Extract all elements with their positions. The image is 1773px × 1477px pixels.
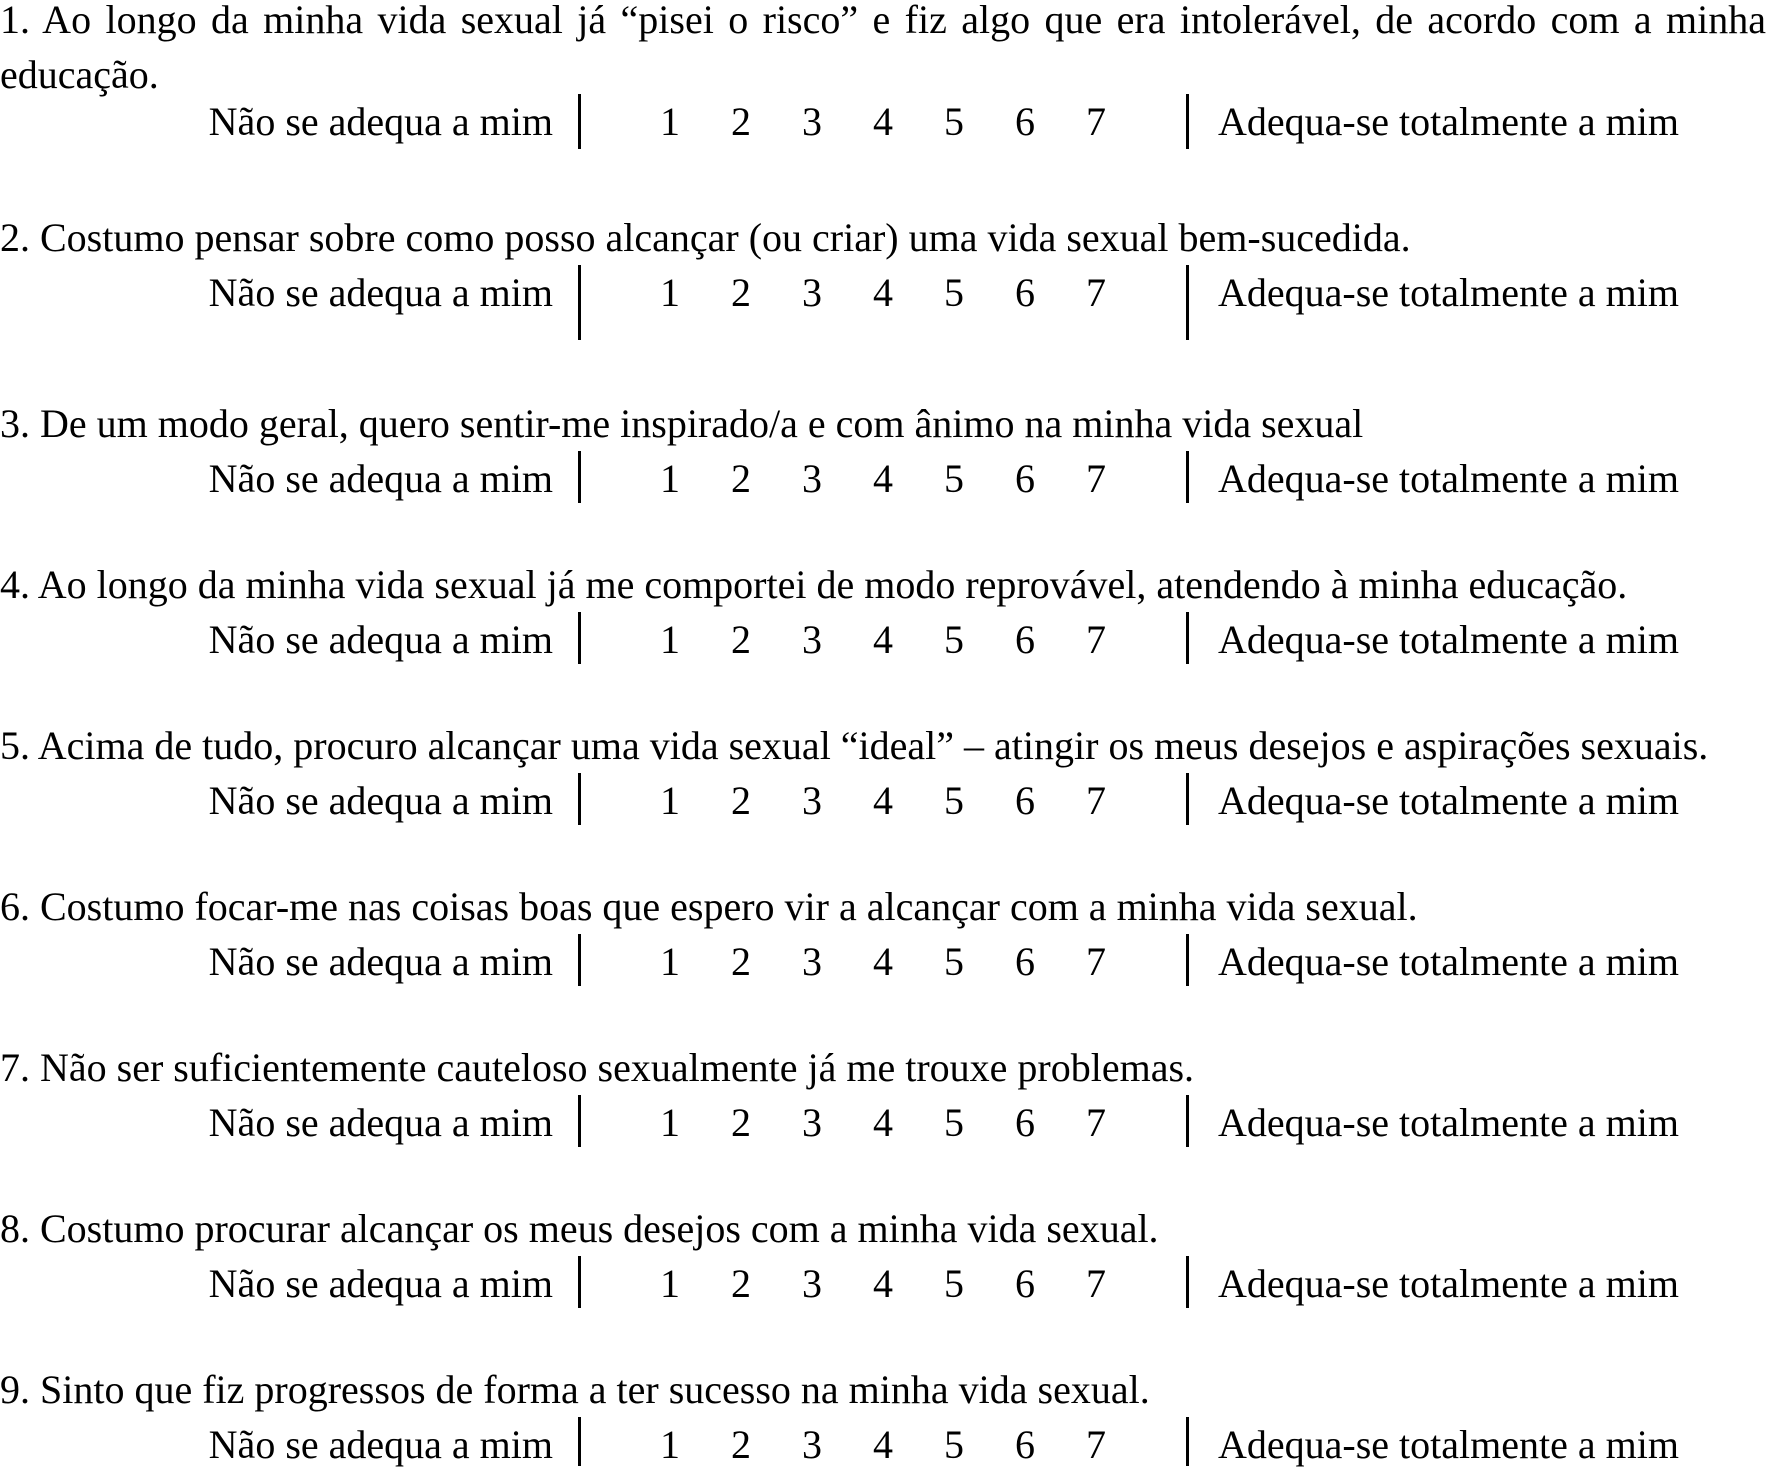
scale-option-1[interactable]: 1 bbox=[660, 1422, 680, 1467]
scale-left-label: Não se adequa a mim bbox=[208, 99, 553, 144]
scale-option-7[interactable]: 7 bbox=[1086, 778, 1106, 823]
scale-option-4[interactable]: 4 bbox=[873, 939, 893, 984]
scale-option-1[interactable]: 1 bbox=[660, 456, 680, 501]
scale-option-4[interactable]: 4 bbox=[873, 270, 893, 315]
question-text: 9. Sinto que fiz progressos de forma a ter sucesso na minha vida sexual. bbox=[0, 1367, 1150, 1412]
scale-option-6[interactable]: 6 bbox=[1015, 939, 1035, 984]
question-item-4 bbox=[0, 557, 1773, 677]
scale-divider bbox=[578, 934, 581, 986]
scale-right-label: Adequa-se totalmente a mim bbox=[1218, 939, 1679, 984]
scale-left-label: Não se adequa a mim bbox=[208, 456, 553, 501]
scale-option-2[interactable]: 2 bbox=[731, 99, 751, 144]
scale-option-3[interactable]: 3 bbox=[802, 270, 822, 315]
scale-option-7[interactable]: 7 bbox=[1086, 1261, 1106, 1306]
scale-right-label: Adequa-se totalmente a mim bbox=[1218, 99, 1679, 144]
scale-option-1[interactable]: 1 bbox=[660, 270, 680, 315]
scale-left-label: Não se adequa a mim bbox=[208, 1100, 553, 1145]
scale-left-label: Não se adequa a mim bbox=[208, 778, 553, 823]
scale-option-5[interactable]: 5 bbox=[944, 1100, 964, 1145]
scale-divider bbox=[1186, 773, 1189, 825]
scale-option-5[interactable]: 5 bbox=[944, 1261, 964, 1306]
scale-option-4[interactable]: 4 bbox=[873, 617, 893, 662]
likert-scale bbox=[0, 612, 1773, 672]
scale-option-2[interactable]: 2 bbox=[731, 778, 751, 823]
scale-option-3[interactable]: 3 bbox=[802, 1100, 822, 1145]
scale-divider bbox=[578, 773, 581, 825]
scale-option-3[interactable]: 3 bbox=[802, 456, 822, 501]
scale-option-6[interactable]: 6 bbox=[1015, 617, 1035, 662]
likert-scale bbox=[0, 1095, 1773, 1155]
scale-option-3[interactable]: 3 bbox=[802, 939, 822, 984]
scale-option-7[interactable]: 7 bbox=[1086, 456, 1106, 501]
scale-right-label: Adequa-se totalmente a mim bbox=[1218, 778, 1679, 823]
question-text: 2. Costumo pensar sobre como posso alcançar (ou criar) uma vida sexual bem-sucedida. bbox=[0, 215, 1411, 260]
scale-divider bbox=[578, 94, 581, 149]
scale-option-4[interactable]: 4 bbox=[873, 456, 893, 501]
scale-left-label: Não se adequa a mim bbox=[208, 270, 553, 315]
question-item-3 bbox=[0, 396, 1773, 516]
scale-option-3[interactable]: 3 bbox=[802, 778, 822, 823]
scale-option-2[interactable]: 2 bbox=[731, 939, 751, 984]
question-text: 3. De um modo geral, quero sentir-me inspirado/a e com ânimo na minha vida sexual bbox=[0, 401, 1364, 446]
scale-option-4[interactable]: 4 bbox=[873, 1100, 893, 1145]
scale-divider bbox=[578, 451, 581, 503]
scale-option-6[interactable]: 6 bbox=[1015, 99, 1035, 144]
question-text: 8. Costumo procurar alcançar os meus desejos com a minha vida sexual. bbox=[0, 1206, 1159, 1251]
scale-option-6[interactable]: 6 bbox=[1015, 778, 1035, 823]
scale-option-4[interactable]: 4 bbox=[873, 1422, 893, 1467]
scale-option-1[interactable]: 1 bbox=[660, 617, 680, 662]
question-text: 4. Ao longo da minha vida sexual já me comportei de modo reprovável, atendendo à minha educação. bbox=[0, 562, 1628, 607]
scale-option-2[interactable]: 2 bbox=[731, 1261, 751, 1306]
likert-scale bbox=[0, 773, 1773, 833]
scale-divider bbox=[578, 1095, 581, 1147]
scale-option-1[interactable]: 1 bbox=[660, 1100, 680, 1145]
likert-scale bbox=[0, 451, 1773, 511]
scale-option-7[interactable]: 7 bbox=[1086, 1100, 1106, 1145]
scale-right-label: Adequa-se totalmente a mim bbox=[1218, 270, 1679, 315]
scale-option-6[interactable]: 6 bbox=[1015, 270, 1035, 315]
likert-scale bbox=[0, 1256, 1773, 1316]
scale-divider bbox=[578, 265, 581, 340]
scale-option-5[interactable]: 5 bbox=[944, 270, 964, 315]
scale-right-label: Adequa-se totalmente a mim bbox=[1218, 617, 1679, 662]
scale-option-6[interactable]: 6 bbox=[1015, 1261, 1035, 1306]
scale-right-label: Adequa-se totalmente a mim bbox=[1218, 1100, 1679, 1145]
scale-option-5[interactable]: 5 bbox=[944, 939, 964, 984]
scale-right-label: Adequa-se totalmente a mim bbox=[1218, 1261, 1679, 1306]
scale-divider bbox=[578, 1417, 581, 1466]
question-item-6 bbox=[0, 879, 1773, 999]
scale-divider bbox=[1186, 451, 1189, 503]
scale-option-6[interactable]: 6 bbox=[1015, 1422, 1035, 1467]
scale-divider bbox=[1186, 1256, 1189, 1308]
scale-divider bbox=[1186, 934, 1189, 986]
scale-option-5[interactable]: 5 bbox=[944, 1422, 964, 1467]
scale-option-4[interactable]: 4 bbox=[873, 99, 893, 144]
scale-option-7[interactable]: 7 bbox=[1086, 939, 1106, 984]
scale-option-1[interactable]: 1 bbox=[660, 778, 680, 823]
scale-option-5[interactable]: 5 bbox=[944, 617, 964, 662]
scale-option-2[interactable]: 2 bbox=[731, 1422, 751, 1467]
scale-divider bbox=[1186, 612, 1189, 664]
question-text: 6. Costumo focar-me nas coisas boas que espero vir a alcançar com a minha vida sexual. bbox=[0, 884, 1418, 929]
scale-option-5[interactable]: 5 bbox=[944, 778, 964, 823]
scale-divider bbox=[1186, 94, 1189, 149]
scale-option-1[interactable]: 1 bbox=[660, 939, 680, 984]
scale-option-5[interactable]: 5 bbox=[944, 456, 964, 501]
scale-divider bbox=[1186, 265, 1189, 340]
scale-option-3[interactable]: 3 bbox=[802, 1261, 822, 1306]
likert-scale bbox=[0, 934, 1773, 994]
scale-option-3[interactable]: 3 bbox=[802, 1422, 822, 1467]
scale-left-label: Não se adequa a mim bbox=[208, 617, 553, 662]
question-item-2 bbox=[0, 210, 1773, 350]
scale-option-1[interactable]: 1 bbox=[660, 1261, 680, 1306]
scale-option-7[interactable]: 7 bbox=[1086, 270, 1106, 315]
scale-option-4[interactable]: 4 bbox=[873, 778, 893, 823]
scale-option-2[interactable]: 2 bbox=[731, 617, 751, 662]
scale-option-5[interactable]: 5 bbox=[944, 99, 964, 144]
likert-scale bbox=[0, 1417, 1773, 1477]
scale-option-7[interactable]: 7 bbox=[1086, 1422, 1106, 1467]
scale-divider bbox=[1186, 1417, 1189, 1466]
scale-option-3[interactable]: 3 bbox=[802, 99, 822, 144]
scale-option-6[interactable]: 6 bbox=[1015, 1100, 1035, 1145]
question-item-8 bbox=[0, 1201, 1773, 1321]
scale-option-3[interactable]: 3 bbox=[802, 617, 822, 662]
scale-left-label: Não se adequa a mim bbox=[208, 939, 553, 984]
scale-divider bbox=[578, 1256, 581, 1308]
question-item-1 bbox=[0, 0, 1773, 162]
likert-scale bbox=[0, 265, 1773, 325]
scale-option-7[interactable]: 7 bbox=[1086, 617, 1106, 662]
scale-left-label: Não se adequa a mim bbox=[208, 1422, 553, 1467]
scale-option-2[interactable]: 2 bbox=[731, 1100, 751, 1145]
scale-right-label: Adequa-se totalmente a mim bbox=[1218, 456, 1679, 501]
question-item-9 bbox=[0, 1362, 1773, 1466]
question-text: 5. Acima de tudo, procuro alcançar uma vida sexual “ideal” – atingir os meus desejos e aspirações sexuais. bbox=[0, 723, 1709, 768]
scale-option-1[interactable]: 1 bbox=[660, 99, 680, 144]
question-item-5 bbox=[0, 718, 1773, 838]
scale-left-label: Não se adequa a mim bbox=[208, 1261, 553, 1306]
scale-option-2[interactable]: 2 bbox=[731, 270, 751, 315]
likert-scale bbox=[0, 94, 1773, 154]
scale-option-4[interactable]: 4 bbox=[873, 1261, 893, 1306]
scale-divider bbox=[578, 612, 581, 664]
scale-option-7[interactable]: 7 bbox=[1086, 99, 1106, 144]
scale-option-6[interactable]: 6 bbox=[1015, 456, 1035, 501]
scale-right-label: Adequa-se totalmente a mim bbox=[1218, 1422, 1679, 1467]
question-text: 1. Ao longo da minha vida sexual já “pisei o risco” e fiz algo que era intolerável, de acordo com a minha educação. bbox=[0, 0, 1766, 97]
question-item-7 bbox=[0, 1040, 1773, 1160]
question-text: 7. Não ser suficientemente cauteloso sexualmente já me trouxe problemas. bbox=[0, 1045, 1195, 1090]
scale-divider bbox=[1186, 1095, 1189, 1147]
scale-option-2[interactable]: 2 bbox=[731, 456, 751, 501]
